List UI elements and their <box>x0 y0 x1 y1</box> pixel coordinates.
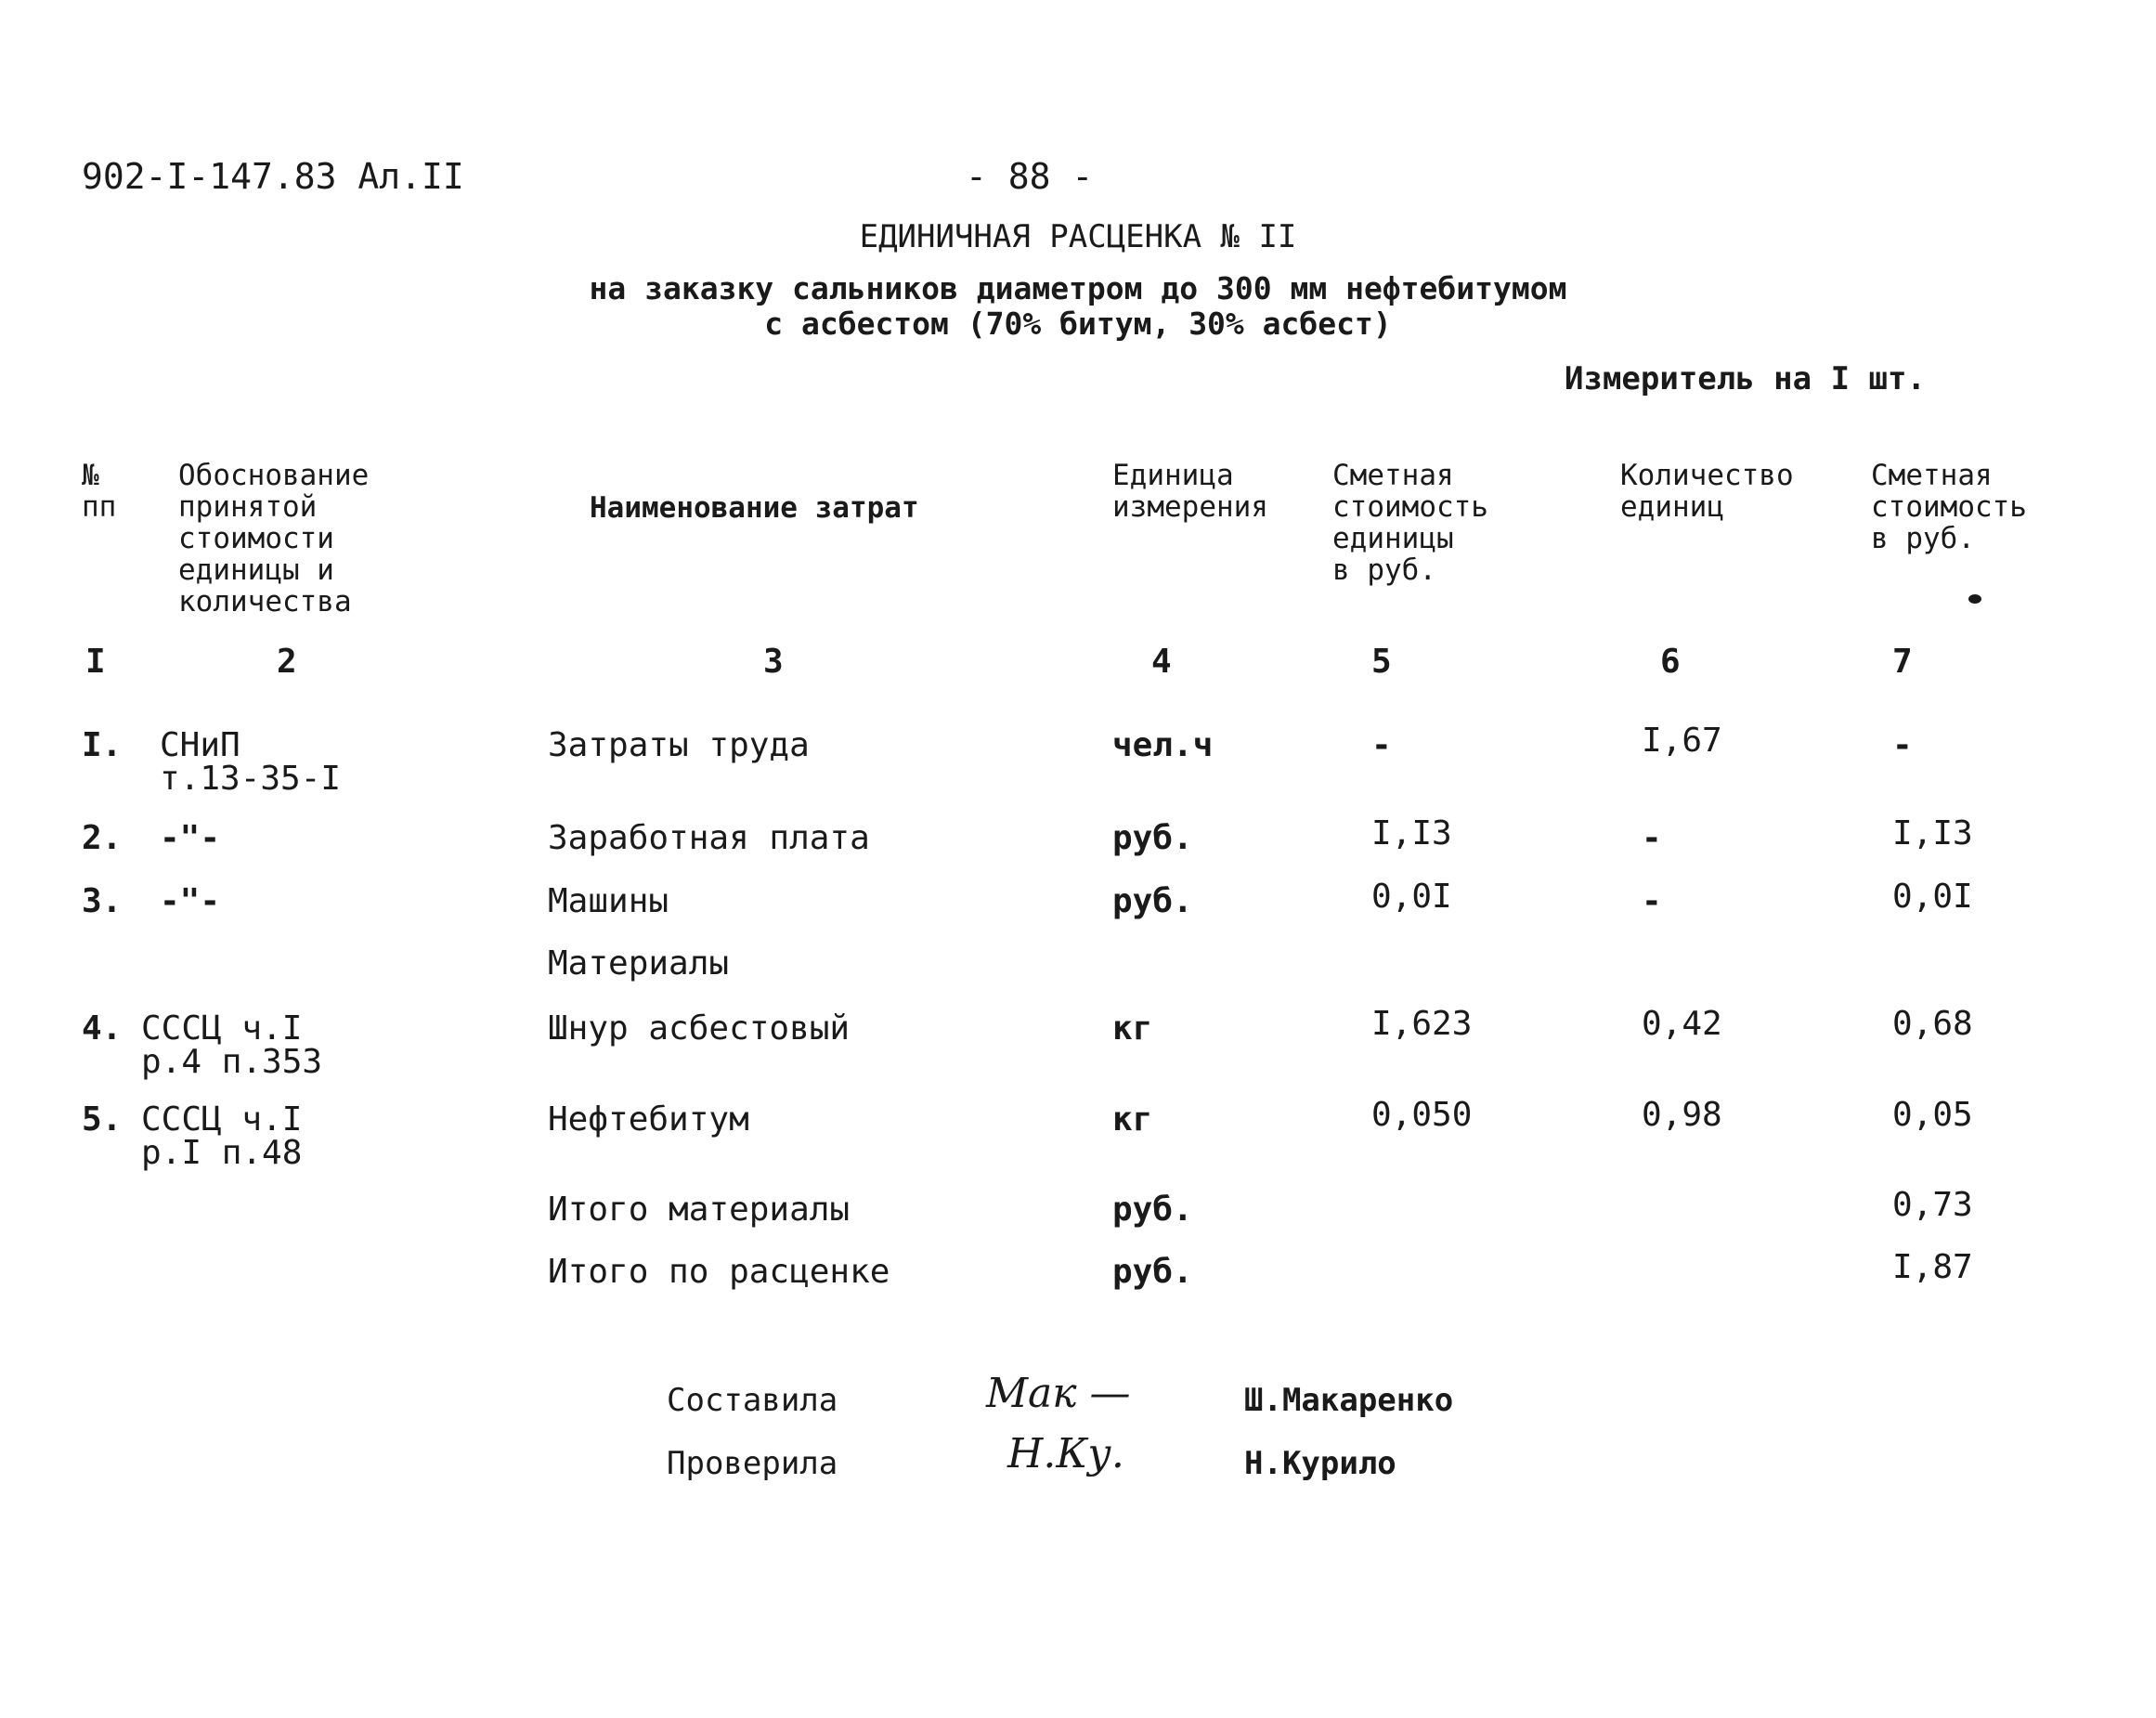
row-2-name: Заработная плата <box>548 819 870 857</box>
row-5-num: 5. <box>82 1100 123 1139</box>
row-5-qty: 0,98 <box>1642 1096 1722 1134</box>
row-2-basis: -"- <box>160 819 221 857</box>
row-1-qty: I,67 <box>1642 722 1722 760</box>
row-1-total: - <box>1892 726 1913 764</box>
row-3-num: 3. <box>82 882 123 920</box>
col-header-basis: Обоснование принятой стоимости единицы и количества <box>178 459 370 618</box>
materials-total-label: Итого материалы <box>548 1191 851 1229</box>
row-3-name: Машины <box>548 882 669 920</box>
row-1-unit-cost: - <box>1371 726 1392 764</box>
row-5-total: 0,05 <box>1892 1096 1973 1134</box>
row-3-qty: - <box>1642 882 1662 920</box>
col-number-6: 6 <box>1660 643 1681 681</box>
materials-total-unit: руб. <box>1112 1191 1193 1229</box>
row-4-unit: кг <box>1112 1009 1153 1048</box>
measure-unit: Измеритель на I шт. <box>1565 360 1926 397</box>
col-header-name: Наименование затрат <box>590 491 919 525</box>
materials-total-value: 0,73 <box>1892 1186 1973 1224</box>
row-5-unit: кг <box>1112 1100 1153 1139</box>
col-number-4: 4 <box>1151 643 1172 681</box>
doc-code: 902-I-147.83 Ал.II <box>82 156 464 197</box>
row-4-total: 0,68 <box>1892 1005 1973 1043</box>
grand-total-value: I,87 <box>1892 1248 1973 1286</box>
row-1-basis: СНиП т.13-35-I <box>160 726 342 798</box>
row-5-unit-cost: 0,050 <box>1371 1096 1473 1134</box>
subtitle-line-2: с асбестом (70% битум, 30% асбест) <box>764 306 1392 342</box>
compiled-signature: Мак — <box>986 1370 1131 1417</box>
row-4-qty: 0,42 <box>1642 1005 1722 1043</box>
row-3-unit: руб. <box>1112 882 1193 920</box>
grand-total-label: Итого по расценке <box>548 1253 890 1291</box>
col-number-3: 3 <box>763 643 784 681</box>
col-header-qty: Количество единиц <box>1620 459 1794 524</box>
col-header-total: Сметная стоимость в руб. <box>1871 459 2027 555</box>
page-number: - 88 - <box>966 156 1094 197</box>
materials-section-label: Материалы <box>548 944 730 983</box>
row-4-name: Шнур асбестовый <box>548 1009 851 1048</box>
compiled-by-name: Ш.Макаренко <box>1244 1382 1454 1419</box>
col-number-7: 7 <box>1892 643 1913 681</box>
row-1-name: Затраты труда <box>548 726 810 764</box>
checked-by-label: Проверила <box>667 1445 838 1482</box>
row-2-unit-cost: I,I3 <box>1371 814 1452 852</box>
grand-total-unit: руб. <box>1112 1253 1193 1291</box>
col-number-5: 5 <box>1371 643 1392 681</box>
row-4-basis: СССЦ ч.I р.4 п.353 <box>141 1009 323 1081</box>
row-2-num: 2. <box>82 819 123 857</box>
row-2-unit: руб. <box>1112 819 1193 857</box>
row-2-total: I,I3 <box>1892 814 1973 852</box>
compiled-by-label: Составила <box>667 1382 838 1419</box>
row-5-basis: СССЦ ч.I р.I п.48 <box>141 1100 303 1172</box>
row-4-unit-cost: I,623 <box>1371 1005 1473 1043</box>
col-header-unit: Единица измерения <box>1112 459 1268 524</box>
page-title: ЕДИНИЧНАЯ РАСЦЕНКА № II <box>859 218 1297 255</box>
row-1-num: I. <box>82 726 123 764</box>
row-3-basis: -"- <box>160 882 221 920</box>
subtitle-line-1: на заказку сальников диаметром до 300 мм нефтебитумом <box>589 270 1567 306</box>
row-4-num: 4. <box>82 1009 123 1048</box>
row-1-unit: чел.ч <box>1112 726 1214 764</box>
page-subtitle <box>0 271 2156 342</box>
checked-signature: Н.Ку. <box>1007 1430 1124 1477</box>
col-number-1: I <box>85 643 106 681</box>
ink-dot <box>1968 594 1981 604</box>
col-header-unit-cost: Сметная стоимость единицы в руб. <box>1332 459 1488 587</box>
checked-by-name: Н.Курило <box>1244 1445 1396 1482</box>
row-5-name: Нефтебитум <box>548 1100 749 1139</box>
col-number-2: 2 <box>277 643 297 681</box>
row-3-total: 0,0I <box>1892 878 1973 916</box>
row-3-unit-cost: 0,0I <box>1371 878 1452 916</box>
row-2-qty: - <box>1642 819 1662 857</box>
col-header-num: № пп <box>82 459 117 524</box>
